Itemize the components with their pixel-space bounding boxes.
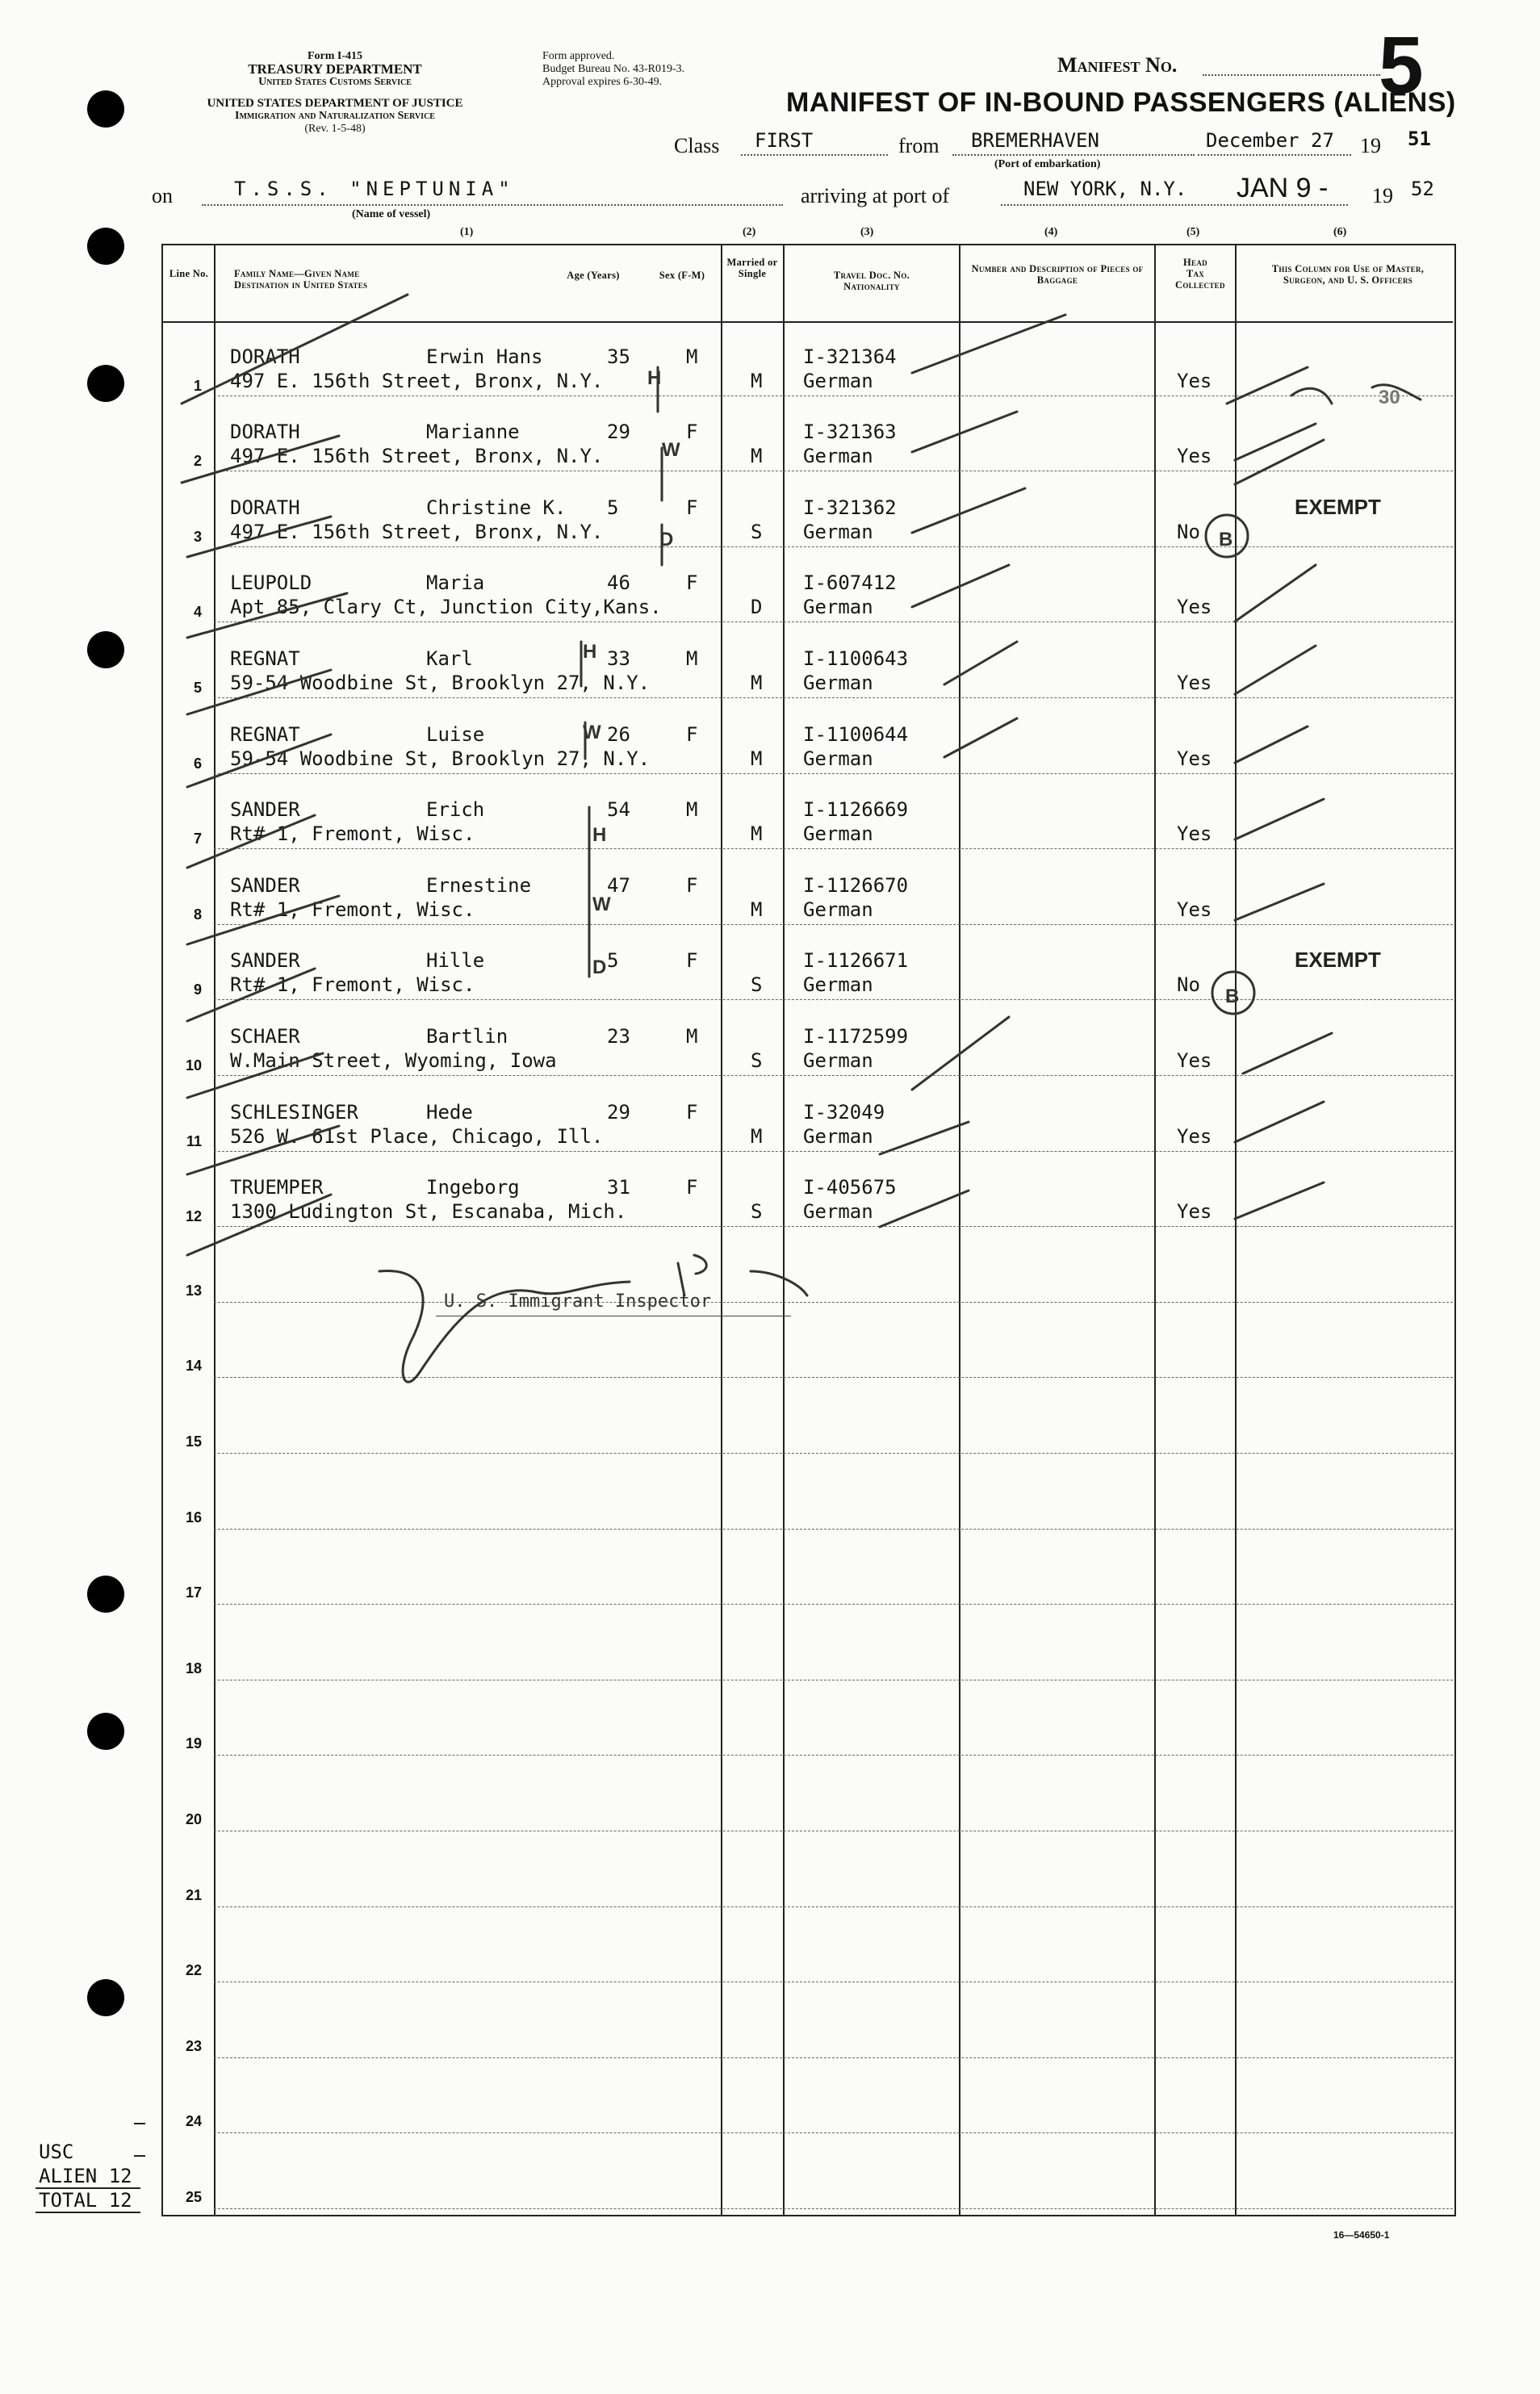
nationality: German [803,445,873,468]
family-name: DORATH [230,345,300,368]
port-of-embarkation: BREMERHAVEN [971,129,1099,152]
nationality: German [803,369,873,392]
footer-code: 16—54650-1 [1333,2229,1390,2241]
arrival-date-stamp: JAN 9 - [1237,173,1329,203]
svg-text:D: D [659,529,674,550]
col-head-baggage: Number and Description of Pieces of Baggage [971,263,1144,286]
sex: F [686,421,698,444]
family-name: SCHAER [230,1025,300,1048]
col-num-4: (4) [1044,226,1058,238]
sex: M [686,345,698,368]
destination: Rt# 1, Fremont, Wisc. [230,822,475,846]
destination: 59-54 Woodbine St, Brooklyn 27, N.Y. [230,747,651,770]
vessel-name: T.S.S. "NEPTUNIA" [234,178,515,200]
arrival-year-suffix: 52 [1411,178,1434,200]
destination: 59-54 Woodbine St, Brooklyn 27, N.Y. [230,672,651,694]
given-name: Maria [426,571,485,595]
travel-doc-no: I-1126669 [803,798,909,822]
budget-bureau-line: Budget Bureau No. 43-R019-3. [542,63,685,75]
col-num-6: (6) [1333,226,1347,238]
col-head-sex: Sex (F-M) [659,270,705,281]
nationality: German [803,1200,873,1224]
line-number: 2 [193,453,202,470]
line-number: 18 [185,1659,202,1676]
head-tax: Yes [1177,369,1212,392]
departure-year-prefix: 19 [1360,134,1381,157]
nationality: German [803,747,873,770]
line-number: 3 [193,528,202,545]
treasury-dept: TREASURY DEPARTMENT [248,61,422,77]
on-label: on [152,184,173,207]
svg-text:D: D [592,956,607,978]
line-number: 1 [193,377,202,394]
head-tax: Yes [1177,822,1212,846]
line-number: 19 [185,1735,202,1752]
svg-text:B: B [1219,529,1233,550]
marital-status: S [751,520,763,543]
approval-expiry-line: Approval expires 6-30-49. [542,76,663,88]
family-name: SANDER [230,798,300,822]
line-number: 5 [193,680,202,696]
line-number: 21 [185,1886,202,1903]
marital-status: S [751,973,763,997]
line-number: 12 [185,1208,202,1225]
line-number: 13 [185,1282,202,1299]
family-name: TRUEMPER [230,1176,324,1199]
vessel-caption: (Name of vessel) [352,208,431,220]
age: 31 [607,1176,630,1199]
manifest-no-label: Manifest No. [1057,53,1178,77]
svg-text:B: B [1225,986,1240,1007]
family-name: SANDER [230,949,300,973]
marital-status: M [751,822,763,846]
line-number: 20 [185,1811,202,1827]
travel-doc-no: I-1100644 [803,722,909,746]
line-number: 9 [193,981,202,998]
travel-doc-no: I-321362 [803,496,897,519]
head-tax: Yes [1177,1124,1212,1148]
col-num-1: (1) [460,226,474,238]
departure-date: December 27 [1206,129,1334,152]
line-number: 25 [185,2189,202,2205]
head-tax: Yes [1177,596,1212,619]
sex: M [686,647,698,670]
age: 54 [607,798,630,822]
given-name: Karl [426,647,473,670]
tally-alien: ALIEN 12 [39,2165,132,2187]
col-head-officers: This Column for Use of Master, Surgeon, and U. S. Officers [1271,263,1425,286]
customs-service: United States Customs Service [258,76,412,88]
svg-text:W: W [662,439,680,461]
sex: F [686,722,698,746]
class-label: Class [674,134,720,157]
marital-status: S [751,1049,763,1072]
head-tax: Yes [1177,1049,1212,1072]
destination: 497 E. 156th Street, Bronx, N.Y. [230,520,604,543]
age: 46 [607,571,630,595]
given-name: Ingeborg [426,1176,520,1199]
line-number: 15 [185,1433,202,1450]
head-tax: Yes [1177,445,1212,468]
nationality: German [803,822,873,846]
line-number: 11 [186,1132,202,1149]
marital-status: M [751,445,763,468]
sex: M [686,798,698,822]
sex: F [686,1176,698,1199]
justice-dept: UNITED STATES DEPARTMENT OF JUSTICE [207,97,463,110]
manifest-title: MANIFEST OF IN-BOUND PASSENGERS (ALIENS) [786,87,1456,118]
head-tax: No [1177,973,1200,997]
nationality: German [803,672,873,694]
tally-usc: USC [39,2141,74,2163]
svg-text:W: W [592,894,611,915]
line-number: 4 [193,604,202,621]
sex: F [686,1100,698,1124]
destination: 497 E. 156th Street, Bronx, N.Y. [230,445,604,468]
svg-text:H: H [583,641,597,663]
col-num-2: (2) [743,226,756,238]
sex: F [686,496,698,519]
line-number: 10 [185,1057,202,1074]
given-name: Hille [426,949,485,973]
form-revision: (Rev. 1-5-48) [304,123,366,135]
marital-status: M [751,898,763,921]
col-num-5: (5) [1186,226,1200,238]
col-head-married: Married or Single [726,257,778,279]
from-label: from [898,134,939,157]
officer-note: EXEMPT [1295,494,1381,519]
destination: Apt 85, Clary Ct, Junction City,Kans. [230,596,662,619]
age: 29 [607,1100,630,1124]
nationality: German [803,1049,873,1072]
svg-text:W: W [583,722,601,743]
line-number: 7 [193,831,202,848]
head-tax: Yes [1177,1200,1212,1224]
sex: F [686,873,698,897]
col-num-3: (3) [860,226,874,238]
sex: F [686,949,698,973]
head-tax: Yes [1177,898,1212,921]
nationality: German [803,898,873,921]
travel-doc-no: I-1100643 [803,647,909,670]
head-tax: Yes [1177,747,1212,770]
travel-doc-no: I-321364 [803,345,897,368]
given-name: Erich [426,798,485,822]
port-embark-caption: (Port of embarkation) [994,158,1101,170]
age: 29 [607,421,630,444]
arriving-label: arriving at port of [801,184,950,207]
travel-doc-no: I-607412 [803,571,897,595]
marital-status: M [751,1124,763,1148]
family-name: DORATH [230,421,300,444]
age: 33 [607,647,630,670]
col-head-age: Age (Years) [567,270,620,281]
line-number: 16 [185,1509,202,1526]
travel-doc-no: I-1126670 [803,873,909,897]
nationality: German [803,973,873,997]
age: 5 [607,949,619,973]
marital-status: S [751,1200,763,1224]
given-name: Luise [426,722,485,746]
head-tax: No [1177,520,1200,543]
sex: M [686,1025,698,1048]
svg-text:H: H [592,824,607,846]
ins-service: Immigration and Naturalization Service [235,110,435,122]
manifest-number: 5 [1379,20,1424,111]
inspector-caption: U. S. Immigrant Inspector [444,1291,712,1312]
col-head-travel-doc: Travel Doc. No. [833,270,910,281]
nationality: German [803,596,873,619]
class-value: FIRST [755,129,814,152]
marital-status: D [751,596,763,619]
travel-doc-no: I-32049 [803,1100,885,1124]
given-name: Christine K. [426,496,567,519]
age: 23 [607,1025,630,1048]
officer-note: EXEMPT [1295,948,1381,973]
tally-total: TOTAL 12 [39,2189,132,2212]
line-number: 14 [185,1358,202,1375]
svg-text:30: 30 [1379,387,1400,408]
family-name: REGNAT [230,647,300,670]
line-number: 22 [185,1962,202,1979]
given-name: Ernestine [426,873,532,897]
age: 35 [607,345,630,368]
marital-status: M [751,369,763,392]
line-number: 8 [193,906,202,923]
approved-line: Form approved. [542,50,615,62]
age: 26 [607,722,630,746]
departure-year-suffix: 51 [1408,128,1431,150]
family-name: SCHLESINGER [230,1100,358,1124]
destination: W.Main Street, Wyoming, Iowa [230,1049,557,1072]
line-number: 6 [193,755,202,772]
destination: 1300 Ludington St, Escanaba, Mich. [230,1200,627,1224]
arrival-port: NEW YORK, N.Y. [1023,178,1187,200]
travel-doc-no: I-1172599 [803,1025,909,1048]
travel-doc-no: I-405675 [803,1176,897,1199]
col-head-nationality: Nationality [843,281,900,292]
nationality: German [803,1124,873,1148]
travel-doc-no: I-321363 [803,421,897,444]
line-number: 24 [185,2113,202,2130]
family-name: SANDER [230,873,300,897]
destination: 497 E. 156th Street, Bronx, N.Y. [230,369,604,392]
form-number: Form I-415 [307,50,363,62]
svg-text:H: H [647,367,662,389]
head-tax: Yes [1177,672,1212,694]
travel-doc-no: I-1126671 [803,949,909,973]
nationality: German [803,520,873,543]
destination: Rt# 1, Fremont, Wisc. [230,973,475,997]
destination: 526 W. 61st Place, Chicago, Ill. [230,1124,604,1148]
col-head-name: Family Name—Given Name [234,268,360,279]
line-number: 17 [185,1584,202,1601]
age: 5 [607,496,619,519]
col-head-line-no: Line No. [169,268,209,279]
arrival-year-prefix: 19 [1372,184,1393,207]
given-name: Marianne [426,421,520,444]
marital-status: M [751,747,763,770]
line-number: 23 [185,2037,202,2054]
family-name: LEUPOLD [230,571,312,595]
sex: F [686,571,698,595]
col-head-head-tax: Head Tax Collected [1175,257,1225,291]
given-name: Hede [426,1100,473,1124]
col-head-destination: Destination in United States [234,279,368,291]
family-name: DORATH [230,496,300,519]
marital-status: M [751,672,763,694]
age: 47 [607,873,630,897]
given-name: Bartlin [426,1025,508,1048]
family-name: REGNAT [230,722,300,746]
given-name: Erwin Hans [426,345,543,368]
destination: Rt# 1, Fremont, Wisc. [230,898,475,921]
